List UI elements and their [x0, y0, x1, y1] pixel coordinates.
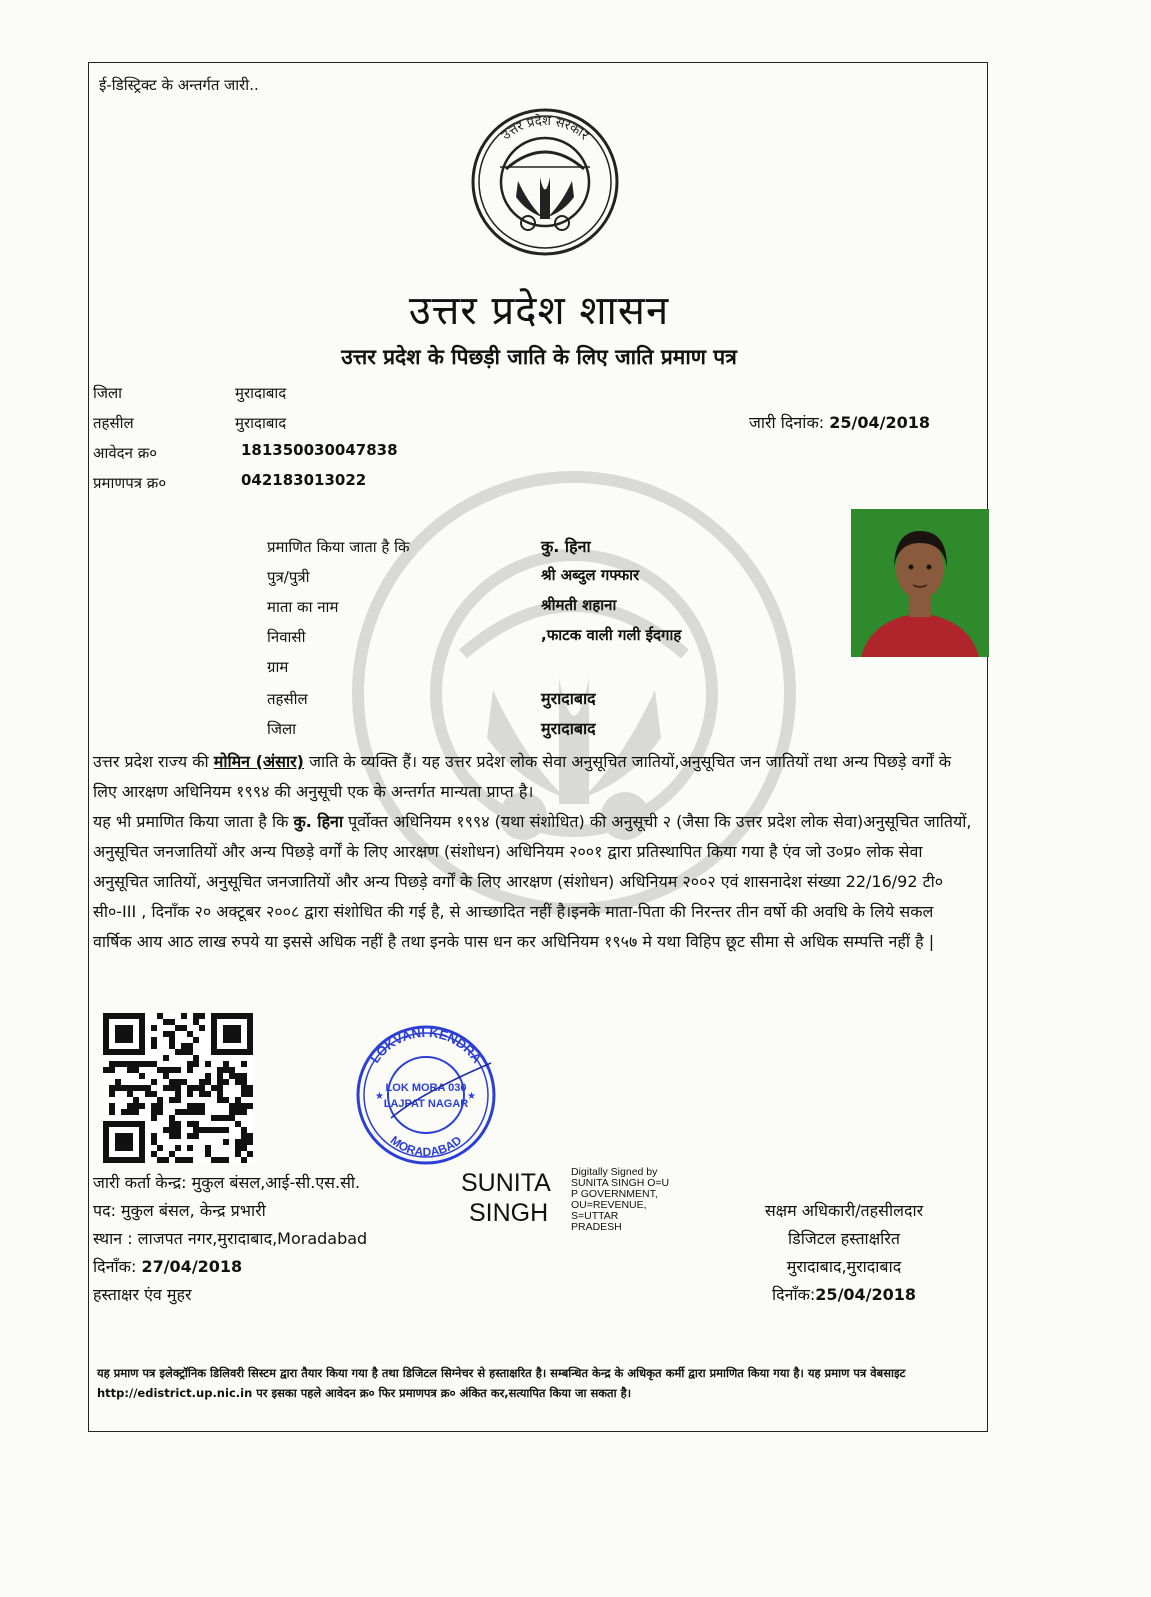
- authority-title: सक्षम अधिकारी/तहसीलदार: [764, 1201, 924, 1220]
- header-note: ई-डिस्ट्रिक्ट के अन्तर्गत जारी..: [99, 76, 259, 94]
- district-label: जिला: [93, 384, 123, 402]
- parent-label: पुत्र/पुत्री: [267, 568, 310, 586]
- signer-name-line1: SUNITA: [461, 1169, 551, 1197]
- authority-digital-signed: डिजिटल हस्ताक्षरित: [788, 1229, 900, 1248]
- signature-and-seal: हस्ताक्षर एंव मुहर: [93, 1285, 192, 1304]
- person-district-value: मुरादाबाद: [541, 719, 596, 738]
- lokvani-kendra-stamp: [351, 1023, 501, 1168]
- issuer-place: स्थान : लाजपत नगर,मुरादाबाद,Moradabad: [93, 1229, 368, 1248]
- tehsil-value: मुरादाबाद: [235, 414, 287, 432]
- stamp-inner-line2: LAJPAT NAGAR: [383, 1098, 469, 1110]
- authority-date-label: दिनाँक:: [771, 1285, 816, 1304]
- parent-name: श्री अब्दुल गफ्फार: [541, 566, 640, 584]
- signer-name-line2: SINGH: [469, 1199, 549, 1227]
- issue-date: [749, 411, 930, 433]
- resident-address: ,फाटक वाली गली ईदगाह: [541, 626, 682, 644]
- caste-paragraph: उत्तर प्रदेश राज्य की मोमिन (अंसार) जाति के व्यक्ति हैं। यह उत्तर प्रदेश लोक सेवा अनुसूचित जातियों,अनुसूचित जन जातियों तथा अन्य पिछड़े वर्गों के लिए आरक्षण अधिनियम १९९४ की अनुसूची एक के अन्तर्गत मान्यता प्राप्त है।: [93, 752, 952, 801]
- issue-date-label: जारी दिनांक:: [749, 413, 825, 432]
- qr-code-icon: [103, 1013, 253, 1163]
- emblem-text: उत्तर प्रदेश सरकार: [498, 113, 592, 144]
- applicant-name-inline: कु. हिना: [293, 812, 344, 831]
- stamp-inner-line1: LOK MORA 030: [385, 1082, 467, 1094]
- issuer-date-label: दिनाँक:: [93, 1257, 137, 1276]
- svg-text:LOKVANI KENDRA: [367, 1025, 485, 1066]
- certificate-frame: [88, 62, 988, 1432]
- mother-label: माता का नाम: [267, 598, 339, 616]
- resident-label: निवासी: [267, 628, 306, 646]
- application-label: आवेदन क्र०: [93, 444, 158, 462]
- certified-label: प्रमाणित किया जाता है कि: [267, 538, 410, 556]
- person-tehsil-value: मुरादाबाद: [541, 689, 596, 708]
- authority-date-value: 25/04/2018: [815, 1285, 917, 1304]
- stamp-outer-text: LOKVANI KENDRA: [367, 1024, 485, 1066]
- issuer-date: [93, 1255, 242, 1277]
- district-value: मुरादाबाद: [235, 384, 287, 402]
- mother-name: श्रीमती शहाना: [541, 596, 617, 614]
- authority-location: मुरादाबाद,मुरादाबाद: [786, 1257, 902, 1276]
- issuer-post: पद: मुकुल बंसल, केन्द्र प्रभारी: [93, 1201, 266, 1220]
- svg-text:★: ★: [375, 1091, 384, 1102]
- stamp-bottom-text: MORADABAD: [387, 1133, 465, 1160]
- digital-signature-details: Digitally Signed by SUNITA SINGH O=U P GOVERNMENT, OU=REVENUE, S=UTTAR PRADESH: [571, 1166, 670, 1233]
- application-number: 181350030047838: [241, 441, 398, 459]
- authority-date: [719, 1283, 969, 1305]
- issue-date-value: 25/04/2018: [829, 413, 930, 432]
- svg-text:★: ★: [467, 1091, 476, 1102]
- issuing-center: जारी कर्ता केन्द्र: मुकुल बंसल,आई-सी.एस.सी.: [93, 1173, 361, 1192]
- applicant-photo: [851, 509, 989, 657]
- certificate-label: प्रमाणपत्र क्र०: [93, 474, 167, 492]
- person-district-label: जिला: [267, 720, 297, 738]
- village-label: ग्राम: [267, 658, 289, 676]
- up-government-emblem-icon: [470, 107, 620, 257]
- footer-note: यह प्रमाण पत्र इलेक्ट्रॉनिक डिलिवरी सिस्टम द्वारा तैयार किया गया है तथा डिजिटल सिग्नेचर से हस्ताक्षरित है। सम्बन्धित केन्द्र के अधिकृत कर्मी द्वारा प्रमाणित किया गया है। यह प्रमाण पत्र वेबसाइट http://edistrict.up.nic.in पर इसका पहले आवेदन क्र० फिर प्रमाणपत्र क्र० अंकित कर,सत्यापित किया जा सकता है।: [97, 1366, 906, 1400]
- sub-title: उत्तर प्रदेश के पिछड़ी जाति के लिए जाति प्रमाण पत्र: [341, 345, 737, 369]
- issuer-date-value: 27/04/2018: [141, 1257, 243, 1276]
- tehsil-label: तहसील: [93, 414, 134, 432]
- caste-name: मोमिन (अंसार): [213, 752, 304, 771]
- svg-text:MORADABAD: [388, 1133, 465, 1159]
- applicant-name: कु. हिना: [541, 537, 591, 556]
- main-title: उत्तर प्रदेश शासन: [408, 288, 670, 334]
- person-tehsil-label: तहसील: [267, 690, 308, 708]
- certificate-number: 042183013022: [241, 471, 367, 489]
- certification-paragraph: यह भी प्रमाणित किया जाता है कि कु. हिना पूर्वोक्त अधिनियम १९९४ (यथा संशोधित) की अनुसूची २ (जैसा कि उत्तर प्रदेश लोक सेवा)अनुसूचित जातियों, अनुसूचित जनजातियों और अन्य पिछड़े वर्गों के लिए आरक्षण (संशोधन) अधिनियम २००१ द्वारा प्रतिस्थापित किया गया है एंव जो उ०प्र० लोक सेवा अनुसूचित जातियों, अनुसूचित जनजातियों और अन्य पिछड़े वर्गों के लिए आरक्षण (संशोधन) अधिनियम २००२ एवं शासनादेश संख्या 22/16/92 टी० सी०-III , दिनाँक २० अक्टूबर २००८ द्वारा संशोधित की गई है, से आच्छादित नहीं है।इनके माता-पिता की निरन्तर तीन वर्षो की अवधि के लिये सकल वार्षिक आय आठ लाख रुपये या इससे अधिक नहीं है तथा इनके पास धन कर अधिनियम १९५७ मे यथा विहिप छूट सीमा से अधिक सम्पत्ति नहीं है |: [93, 812, 972, 951]
